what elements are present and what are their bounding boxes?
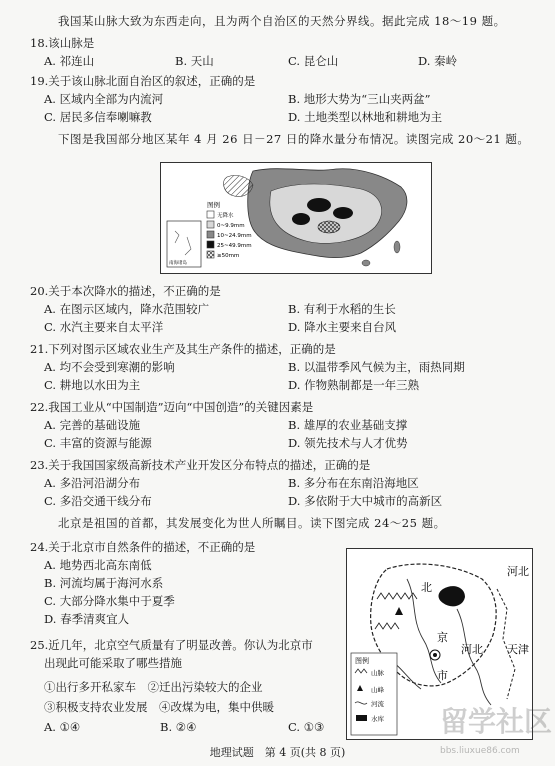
q22-stem: 22.我国工业从“中国制造”迈向“中国创造”的关键因素是: [30, 400, 314, 414]
map2-legend-peak: 山峰: [371, 686, 384, 694]
q18-stem: 18.该山脉是: [30, 36, 95, 50]
map2-label-hebei-mid: 河北: [461, 643, 483, 656]
q21-stem: 21.下列对图示区域农业生产及其生产条件的描述，正确的是: [30, 342, 336, 356]
map2-label-bei: 北: [421, 581, 432, 594]
precipitation-map: [160, 162, 432, 274]
watermark-logo: 留学社区: [440, 705, 553, 738]
q24-option-a: A. 地势西北高东南低: [44, 558, 152, 572]
q22-option-d: D. 领先技术与人才优势: [288, 436, 408, 450]
q21-option-a: A. 均不会受到寒潮的影响: [44, 360, 175, 374]
q25-option-a: A. ①④: [44, 720, 81, 734]
map1-legend-heavy: 25~49.9mm: [217, 243, 252, 249]
q18-option-c: C. 昆仑山: [288, 54, 339, 68]
q25-statements-2: ③积极支持农业发展 ④改煤为电，集中供暖: [44, 700, 274, 714]
q21-option-c: C. 耕地以水田为主: [44, 378, 141, 392]
map2-legend-title: 图例: [355, 657, 369, 665]
q19-option-c: C. 居民多信奉喇嘛教: [44, 110, 152, 124]
q20-option-a: A. 在图示区域内，降水范围较广: [44, 302, 210, 316]
q19-option-a: A. 区域内全部为内流河: [44, 92, 164, 106]
q20-option-c: C. 水汽主要来自太平洋: [44, 320, 164, 334]
map1-legend-light: 0~9.9mm: [217, 223, 245, 229]
q21-option-b: B. 以温带季风气候为主，雨热同期: [288, 360, 465, 374]
q24-option-b: B. 河流均属于海河水系: [44, 576, 164, 590]
q25-statements-1: ①出行多开私家车 ②迁出污染较大的企业: [44, 680, 263, 694]
q19-option-b: B. 地形大势为“三山夹两盆”: [288, 92, 431, 106]
intro-18-19: 我国某山脉大致为东西走向，且为两个自治区的天然分界线。据此完成 18～19 题。: [58, 14, 506, 28]
q19-option-d: D. 土地类型以林地和耕地为主: [288, 110, 443, 124]
map1-legend-title: 图例: [207, 201, 220, 209]
map2-label-hebei-top: 河北: [507, 565, 529, 578]
q20-option-b: B. 有利于水稻的生长: [288, 302, 396, 316]
q23-option-c: C. 多沿交通干线分布: [44, 494, 152, 508]
q25-option-c: C. ①③: [288, 720, 325, 734]
intro-20-21: 下图是我国部分地区某年 4 月 26 日－27 日的降水量分布情况。读图完成 20～21 题。: [58, 132, 530, 146]
q21-option-d: D. 作物熟制都是一年三熟: [288, 378, 420, 392]
map2-label-jing: 京: [437, 631, 448, 644]
map1-legend-moderate: 10~24.9mm: [217, 233, 252, 239]
q18-option-a: A. 祁连山: [44, 54, 95, 68]
q25-stem-line1: 25.近几年，北京空气质量有了明显改善。你认为北京市: [30, 638, 313, 652]
map1-legend-none: 无降水: [217, 213, 234, 219]
q19-stem: 19.关于该山脉北面自治区的叙述，正确的是: [30, 74, 256, 88]
intro-24-25: 北京是祖国的首都，其发展变化为世人所瞩目。读下图完成 24～25 题。: [58, 516, 446, 530]
map2-label-shi: 市: [437, 669, 448, 682]
q23-option-d: D. 多依附于大中城市的高新区: [288, 494, 443, 508]
watermark-url: bbs.liuxue86.com: [440, 746, 520, 756]
q23-option-a: A. 多沿河沿湖分布: [44, 476, 141, 490]
q24-option-d: D. 春季清爽宜人: [44, 612, 130, 626]
q25-stem-line2: 出现此可能采取了哪些措施: [44, 656, 182, 670]
map1-legend-storm: ≥50mm: [217, 253, 240, 259]
q20-stem: 20.关于本次降水的描述，不正确的是: [30, 284, 221, 298]
map1-inset-label: 南海诸岛: [169, 261, 187, 266]
q23-option-b: B. 多分布在东南沿海地区: [288, 476, 419, 490]
q22-option-b: B. 雄厚的农业基础支撑: [288, 418, 408, 432]
q18-option-b: B. 天山: [175, 54, 214, 68]
q24-stem: 24.关于北京市自然条件的描述，不正确的是: [30, 540, 256, 554]
q22-option-a: A. 完善的基础设施: [44, 418, 141, 432]
q22-option-c: C. 丰富的资源与能源: [44, 436, 152, 450]
map2-legend-reservoir: 水库: [371, 715, 384, 723]
q20-option-d: D. 降水主要来自台风: [288, 320, 397, 334]
page-footer: 地理试题 第 4 页(共 8 页): [209, 746, 346, 759]
q24-option-c: C. 大部分降水集中于夏季: [44, 594, 175, 608]
map2-label-tianjin: 天津: [507, 643, 529, 656]
map2-legend-river: 河流: [371, 700, 384, 708]
q25-option-b: B. ②④: [160, 720, 197, 734]
map2-legend-mountain: 山脉: [371, 669, 384, 677]
q23-stem: 23.关于我国国家级高新技术产业开发区分布特点的描述，正确的是: [30, 458, 371, 472]
q18-option-d: D. 秦岭: [418, 54, 458, 68]
